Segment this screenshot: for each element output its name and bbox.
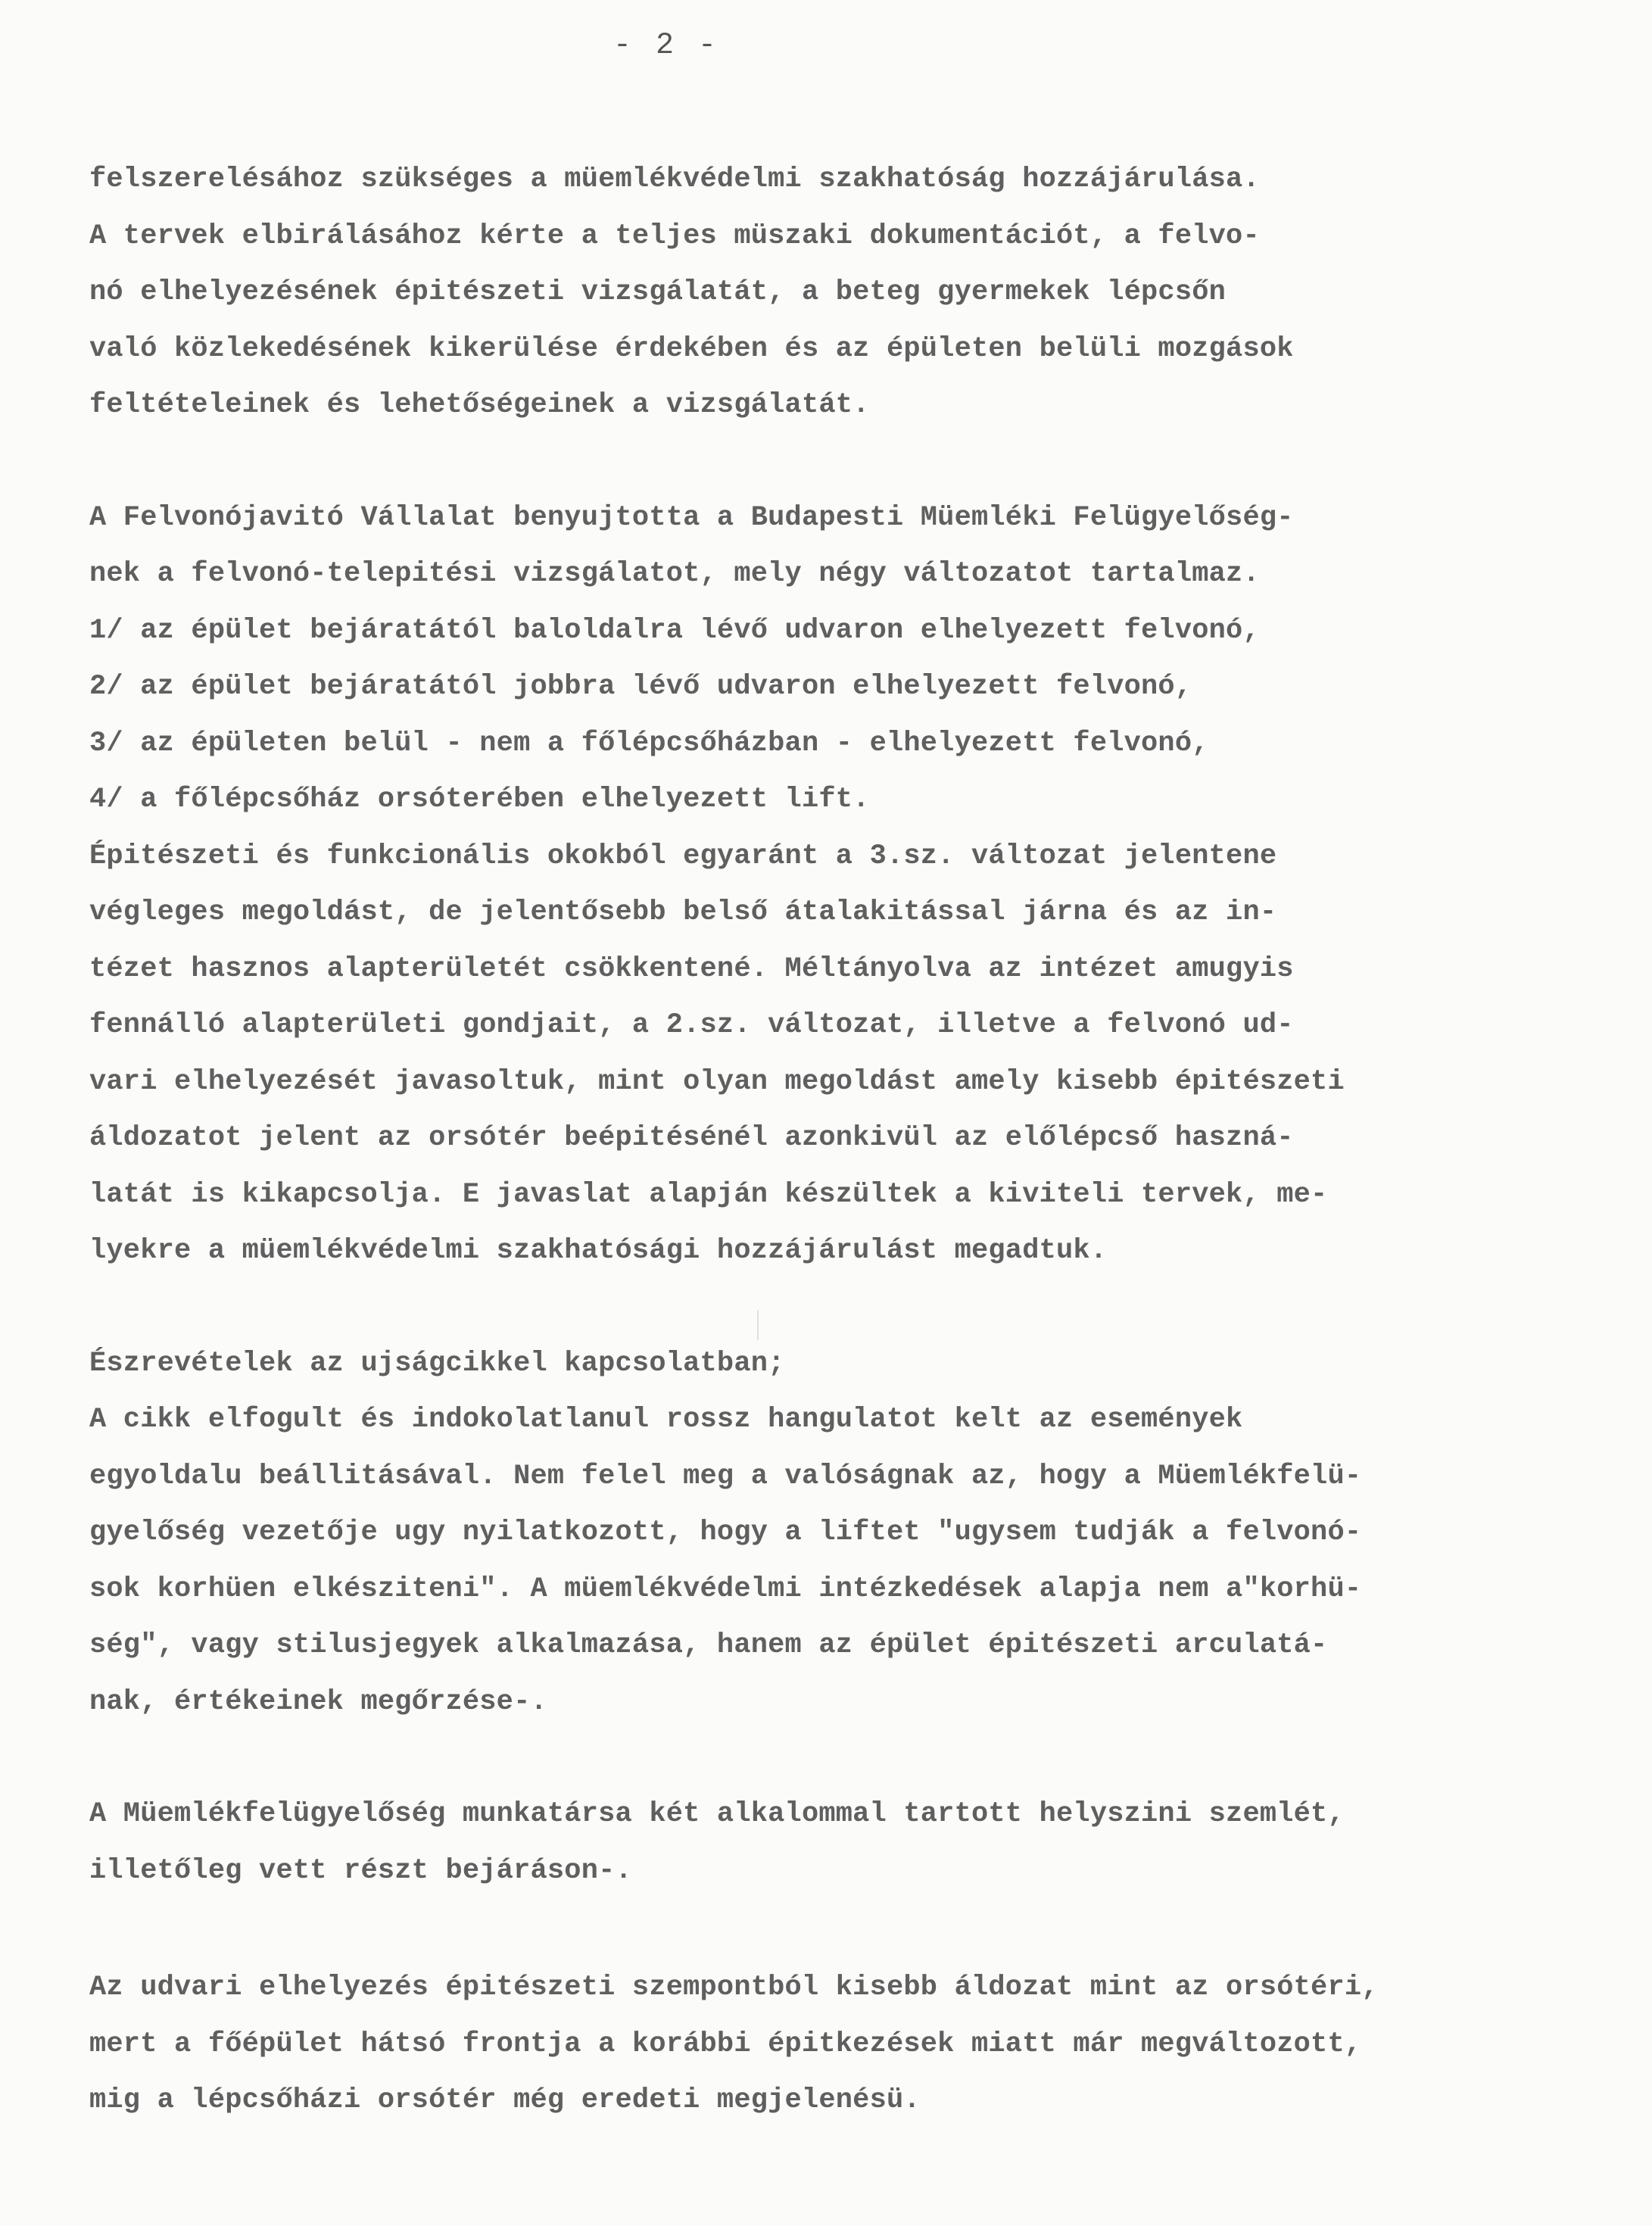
- paragraph-gap: [89, 1899, 1634, 1959]
- paragraph-gap: [89, 1280, 1634, 1336]
- page-number: - 2 -: [612, 29, 720, 63]
- paragraph: [89, 1959, 1634, 2129]
- text-line: illetőleg vett részt bejáráson-.: [89, 1854, 632, 1887]
- text-line: végleges megoldást, de jelentősebb belső átalakitással járna és az in-: [89, 896, 1277, 928]
- text-line: mert a főépület hátsó frontja a korábbi épitkezések miatt már megváltozott,: [89, 2028, 1362, 2060]
- paragraph: [89, 1786, 1634, 1899]
- paragraph: [89, 151, 1634, 434]
- text-line: 1/ az épület bejáratától baloldalra lévő udvaron elhelyezett felvonó,: [89, 614, 1260, 647]
- text-line: gyelőség vezetője ugy nyilatkozott, hogy a liftet "ugysem tudják a felvonó-: [89, 1517, 1362, 1548]
- text-line: A Müemlékfelügyelőség munkatársa két alkalommal tartott helyszini szemlét,: [89, 1798, 1345, 1830]
- paragraph: [89, 1336, 1634, 1731]
- text-line: felszerelésához szükséges a müemlékvédelmi szakhatóság hozzájárulása.: [89, 164, 1260, 195]
- text-line: egyoldalu beállitásával. Nem felel meg a valóságnak az, hogy a Müemlékfelü-: [89, 1460, 1362, 1492]
- text-line: áldozatot jelent az orsótér beépitésénél azonkivül az előlépcső haszná-: [89, 1122, 1294, 1154]
- text-line: Épitészeti és funkcionális okokból egyaránt a 3.sz. változat jelentene: [89, 840, 1277, 872]
- paragraph-gap: [89, 434, 1634, 490]
- text-line: 2/ az épület bejáratától jobbra lévő udvaron elhelyezett felvonó,: [89, 671, 1192, 703]
- document-body: [89, 151, 1634, 2129]
- text-line: Észrevételek az ujságcikkel kapcsolatban;: [89, 1347, 785, 1380]
- text-line: való közlekedésének kikerülése érdekében és az épületen belüli mozgások: [89, 332, 1294, 365]
- text-line: vari elhelyezését javasoltuk, mint olyan megoldást amely kisebb épitészeti: [89, 1065, 1345, 1098]
- text-line: sok korhüen elkésziteni". A müemlékvédelmi intézkedések alapja nem a"korhü-: [89, 1573, 1362, 1605]
- text-line: nek a felvonó-telepitési vizsgálatot, mely négy változatot tartalmaz.: [89, 558, 1260, 590]
- scan-artifact: [757, 1310, 759, 1340]
- text-line: A cikk elfogult és indokolatlanul rossz hangulatot kelt az események: [89, 1404, 1243, 1436]
- text-line: 4/ a főlépcsőház orsóterében elhelyezett lift.: [89, 784, 870, 815]
- text-line: lyekre a müemlékvédelmi szakhatósági hozzájárulást megadtuk.: [89, 1235, 1108, 1267]
- text-line: A tervek elbirálásához kérte a teljes müszaki dokumentációt, a felvo-: [89, 220, 1260, 252]
- text-line: fennálló alapterületi gondjait, a 2.sz. változat, illetve a felvonó ud-: [89, 1009, 1294, 1041]
- text-line: ség", vagy stilusjegyek alkalmazása, hanem az épület épitészeti arculatá-: [89, 1629, 1328, 1661]
- text-line: tézet hasznos alapterületét csökkentené. Méltányolva az intézet amugyis: [89, 952, 1294, 985]
- text-line: nak, értékeinek megőrzése-.: [89, 1685, 547, 1718]
- text-line: A Felvonójavitó Vállalat benyujtotta a Budapesti Müemléki Felügyelőség-: [89, 501, 1294, 534]
- text-line: mig a lépcsőházi orsótér még eredeti megjelenésü.: [89, 2084, 921, 2116]
- paragraph-gap: [89, 1730, 1634, 1786]
- paragraph: [89, 490, 1634, 1280]
- text-line: latát is kikapcsolja. E javaslat alapján készültek a kiviteli tervek, me-: [89, 1178, 1328, 1211]
- text-line: feltételeinek és lehetőségeinek a vizsgálatát.: [89, 389, 870, 421]
- text-line: nó elhelyezésének épitészeti vizsgálatát, a beteg gyermekek lépcsőn: [89, 276, 1227, 308]
- text-line: 3/ az épületen belül - nem a főlépcsőházban - elhelyezett felvonó,: [89, 727, 1209, 759]
- text-line: Az udvari elhelyezés épitészeti szempontból kisebb áldozat mint az orsótéri,: [89, 1972, 1379, 2003]
